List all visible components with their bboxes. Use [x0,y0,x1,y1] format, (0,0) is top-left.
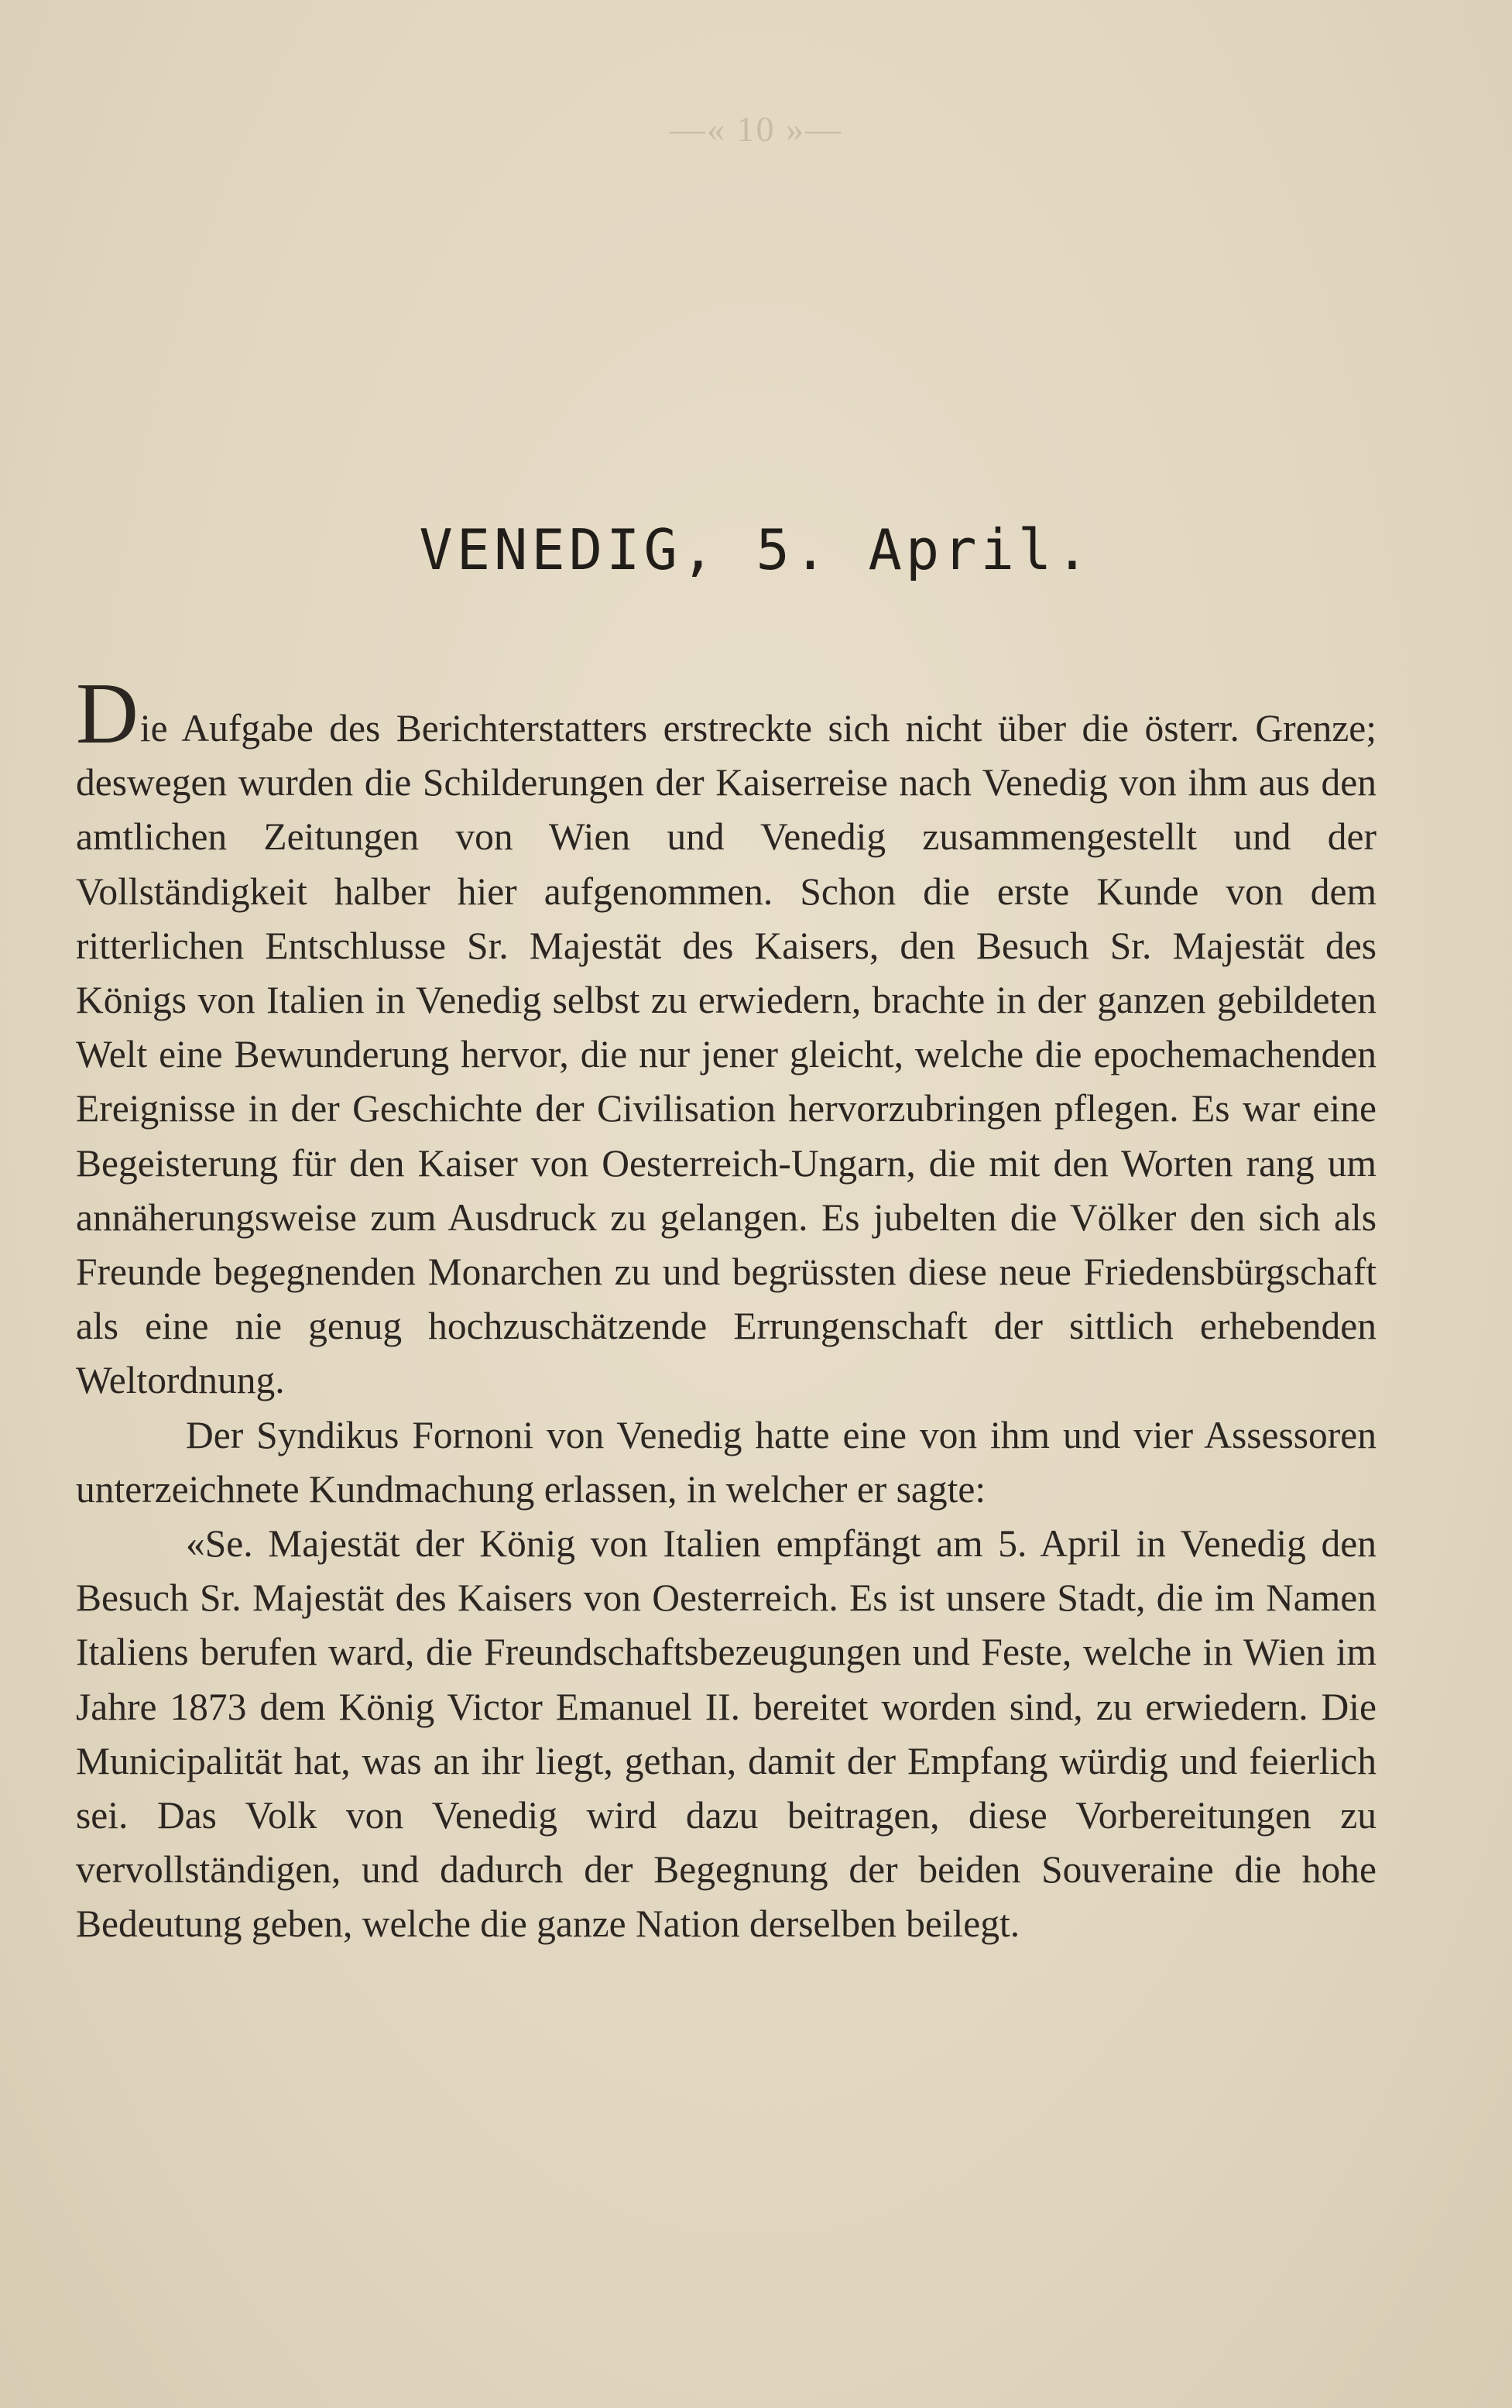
section-heading: VENEDIG, 5. April. [419,517,1093,582]
body-text [76,666,1377,1952]
paragraph-1-text: ie Aufgabe des Berichterstatters erstreckte sich nicht über die österr. Grenze; deswegen wurden die Schilderungen der Kaiserreise nach Venedig von ihm aus den amtlichen Zeitungen von Wien und Venedig zusammengestellt und der Vollständigkeit halber hier aufgenommen. Schon die erste Kunde von dem ritterlichen Entschlusse Sr. Majestät des Kaisers, den Besuch Sr. Majestät des Königs von Italien in Venedig selbst zu erwiedern, brachte in der ganzen gebildeten Welt eine Bewunderung hervor, die nur jener gleicht, welche die epochemachenden Ereignisse in der Geschichte der Civilisation hervorzubringen pflegen. Es war eine Begeisterung für den Kaiser von Oesterreich-Ungarn, die mit den Worten rang um annäherungsweise zum Ausdruck zu gelangen. Es jubelten die Völker den sich als Freunde begegnenden Monarchen zu und begrüssten diese neue Friedensbürgschaft als eine nie genug hochzuschätzende Errungenschaft der sittlich erhebenden Weltordnung. [76,707,1377,1402]
paragraph-1 [76,666,1377,1408]
drop-cap-initial: D [76,666,139,762]
running-head: —« 10 »— [670,109,842,149]
paragraph-2: Der Syndikus Fornoni von Venedig hatte eine von ihm und vier Assessoren unterzeichnete Kundmachung erlassen, in welcher er sagte: [76,1413,1377,1511]
paragraph-3-quote: «Se. Majestät der König von Italien empfängt am 5. April in Venedig den Besuch Sr. Majestät des Kaisers von Oesterreich. Es ist unsere Stadt, die im Namen Italiens berufen ward, die Freundschaftsbezeugungen und Feste, welche in Wien im Jahre 1873 dem König Victor Emanuel II. bereitet worden sind, zu erwiedern. Die Municipalität hat, was an ihr liegt, gethan, damit der Empfang würdig und feierlich sei. Das Volk von Venedig wird dazu beitragen, diese Vorbereitungen zu vervollständigen, und dadurch der Begegnung der beiden Souveraine die hohe Bedeutung geben, welche die ganze Nation derselben beilegt. [76,1522,1377,1946]
